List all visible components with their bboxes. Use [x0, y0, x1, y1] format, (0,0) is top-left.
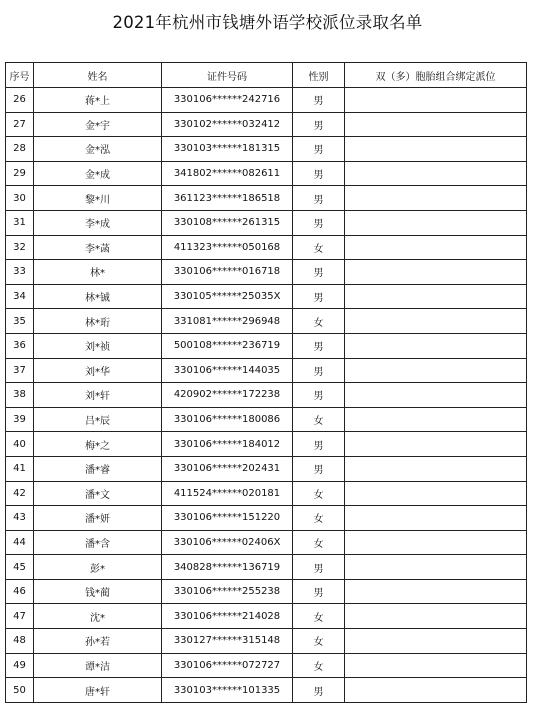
cell-twins-binding	[345, 186, 527, 211]
cell-twins-binding	[345, 678, 527, 703]
cell-twins-binding	[345, 432, 527, 457]
cell-serial-number: 43	[6, 506, 34, 531]
cell-id-number: 330106******144035	[162, 358, 293, 383]
cell-name: 孙*若	[34, 629, 162, 654]
cell-twins-binding	[345, 309, 527, 334]
cell-gender: 女	[293, 629, 345, 654]
table-row	[6, 88, 527, 113]
cell-id-number: 411524******020181	[162, 481, 293, 506]
cell-twins-binding	[345, 210, 527, 235]
cell-name: 潘*文	[34, 481, 162, 506]
cell-twins-binding	[345, 481, 527, 506]
cell-twins-binding	[345, 383, 527, 408]
cell-id-number: 330108******261315	[162, 210, 293, 235]
cell-serial-number: 37	[6, 358, 34, 383]
cell-id-number: 330106******072727	[162, 653, 293, 678]
header-id-number: 证件号码	[162, 63, 293, 88]
table-row	[6, 579, 527, 604]
cell-id-number: 330127******315148	[162, 629, 293, 654]
cell-twins-binding	[345, 260, 527, 285]
cell-gender: 男	[293, 284, 345, 309]
cell-gender: 男	[293, 358, 345, 383]
cell-serial-number: 34	[6, 284, 34, 309]
table-row	[6, 161, 527, 186]
table-row	[6, 604, 527, 629]
cell-name: 潘*含	[34, 530, 162, 555]
cell-serial-number: 48	[6, 629, 34, 654]
cell-id-number: 500108******236719	[162, 333, 293, 358]
table-row	[6, 383, 527, 408]
table-row	[6, 358, 527, 383]
table-row	[6, 112, 527, 137]
cell-name: 黎*川	[34, 186, 162, 211]
cell-name: 刘*祯	[34, 333, 162, 358]
cell-serial-number: 28	[6, 137, 34, 162]
cell-name: 谭*洁	[34, 653, 162, 678]
cell-serial-number: 29	[6, 161, 34, 186]
cell-name: 林*	[34, 260, 162, 285]
cell-name: 林*珩	[34, 309, 162, 334]
document-title: 2021年杭州市钱塘外语学校派位录取名单	[112, 13, 423, 32]
cell-twins-binding	[345, 653, 527, 678]
header-name: 姓名	[34, 63, 162, 88]
cell-serial-number: 49	[6, 653, 34, 678]
cell-twins-binding	[345, 333, 527, 358]
cell-name: 彭*	[34, 555, 162, 580]
cell-twins-binding	[345, 604, 527, 629]
cell-name: 刘*华	[34, 358, 162, 383]
table-row	[6, 678, 527, 703]
table-row	[6, 309, 527, 334]
cell-gender: 女	[293, 309, 345, 334]
table-row	[6, 629, 527, 654]
cell-gender: 女	[293, 407, 345, 432]
table-row	[6, 407, 527, 432]
cell-gender: 男	[293, 88, 345, 113]
cell-twins-binding	[345, 235, 527, 260]
table-row	[6, 555, 527, 580]
cell-twins-binding	[345, 530, 527, 555]
table-row	[6, 210, 527, 235]
table-row	[6, 137, 527, 162]
cell-twins-binding	[345, 161, 527, 186]
cell-id-number: 411323******050168	[162, 235, 293, 260]
cell-twins-binding	[345, 456, 527, 481]
table-row	[6, 506, 527, 531]
cell-gender: 女	[293, 604, 345, 629]
cell-twins-binding	[345, 555, 527, 580]
cell-gender: 男	[293, 555, 345, 580]
cell-name: 刘*轩	[34, 383, 162, 408]
cell-twins-binding	[345, 112, 527, 137]
cell-id-number: 420902******172238	[162, 383, 293, 408]
cell-gender: 男	[293, 383, 345, 408]
cell-name: 金*泓	[34, 137, 162, 162]
admission-table	[5, 62, 527, 703]
cell-id-number: 330106******02406X	[162, 530, 293, 555]
cell-gender: 男	[293, 333, 345, 358]
cell-gender: 男	[293, 112, 345, 137]
cell-name: 梅*之	[34, 432, 162, 457]
cell-twins-binding	[345, 579, 527, 604]
cell-id-number: 330106******255238	[162, 579, 293, 604]
table-row	[6, 456, 527, 481]
cell-name: 李*菡	[34, 235, 162, 260]
cell-name: 金*宇	[34, 112, 162, 137]
cell-serial-number: 32	[6, 235, 34, 260]
cell-name: 唐*轩	[34, 678, 162, 703]
cell-serial-number: 38	[6, 383, 34, 408]
cell-serial-number: 35	[6, 309, 34, 334]
cell-serial-number: 33	[6, 260, 34, 285]
cell-serial-number: 39	[6, 407, 34, 432]
table-row	[6, 186, 527, 211]
cell-twins-binding	[345, 629, 527, 654]
cell-serial-number: 44	[6, 530, 34, 555]
table-row	[6, 653, 527, 678]
cell-twins-binding	[345, 88, 527, 113]
cell-serial-number: 46	[6, 579, 34, 604]
cell-serial-number: 45	[6, 555, 34, 580]
cell-name: 沈*	[34, 604, 162, 629]
table-row	[6, 432, 527, 457]
cell-twins-binding	[345, 284, 527, 309]
cell-twins-binding	[345, 137, 527, 162]
cell-serial-number: 31	[6, 210, 34, 235]
table-row	[6, 284, 527, 309]
cell-id-number: 330106******184012	[162, 432, 293, 457]
cell-gender: 男	[293, 186, 345, 211]
table-header-row	[6, 63, 527, 88]
cell-name: 金*成	[34, 161, 162, 186]
cell-twins-binding	[345, 358, 527, 383]
cell-gender: 女	[293, 653, 345, 678]
cell-gender: 男	[293, 161, 345, 186]
cell-id-number: 330105******25035X	[162, 284, 293, 309]
cell-id-number: 330102******032412	[162, 112, 293, 137]
cell-id-number: 361123******186518	[162, 186, 293, 211]
cell-name: 钱*蔺	[34, 579, 162, 604]
cell-id-number: 330103******181315	[162, 137, 293, 162]
header-gender: 性别	[293, 63, 345, 88]
table-row	[6, 333, 527, 358]
cell-serial-number: 47	[6, 604, 34, 629]
cell-serial-number: 50	[6, 678, 34, 703]
header-serial-number: 序号	[6, 63, 34, 88]
table-row	[6, 530, 527, 555]
cell-gender: 男	[293, 137, 345, 162]
cell-id-number: 330106******242716	[162, 88, 293, 113]
cell-serial-number: 26	[6, 88, 34, 113]
cell-serial-number: 41	[6, 456, 34, 481]
header-twins-binding: 双（多）胞胎组合绑定派位	[345, 63, 527, 88]
cell-gender: 男	[293, 678, 345, 703]
cell-id-number: 341802******082611	[162, 161, 293, 186]
cell-serial-number: 40	[6, 432, 34, 457]
cell-id-number: 330106******016718	[162, 260, 293, 285]
cell-serial-number: 27	[6, 112, 34, 137]
cell-id-number: 331081******296948	[162, 309, 293, 334]
table-row	[6, 235, 527, 260]
cell-twins-binding	[345, 506, 527, 531]
cell-gender: 男	[293, 210, 345, 235]
cell-gender: 女	[293, 506, 345, 531]
cell-gender: 女	[293, 481, 345, 506]
cell-gender: 男	[293, 432, 345, 457]
cell-name: 林*铖	[34, 284, 162, 309]
cell-gender: 男	[293, 579, 345, 604]
cell-gender: 男	[293, 456, 345, 481]
cell-twins-binding	[345, 407, 527, 432]
cell-name: 潘*妍	[34, 506, 162, 531]
cell-id-number: 330103******101335	[162, 678, 293, 703]
cell-gender: 男	[293, 260, 345, 285]
cell-id-number: 330106******151220	[162, 506, 293, 531]
cell-name: 蒋*上	[34, 88, 162, 113]
cell-serial-number: 36	[6, 333, 34, 358]
cell-name: 潘*睿	[34, 456, 162, 481]
cell-name: 李*成	[34, 210, 162, 235]
cell-serial-number: 42	[6, 481, 34, 506]
table-row	[6, 481, 527, 506]
table-row	[6, 260, 527, 285]
cell-id-number: 330106******214028	[162, 604, 293, 629]
cell-gender: 女	[293, 530, 345, 555]
cell-gender: 女	[293, 235, 345, 260]
table-body	[6, 88, 527, 703]
cell-id-number: 330106******180086	[162, 407, 293, 432]
cell-serial-number: 30	[6, 186, 34, 211]
cell-id-number: 340828******136719	[162, 555, 293, 580]
cell-name: 吕*辰	[34, 407, 162, 432]
cell-id-number: 330106******202431	[162, 456, 293, 481]
